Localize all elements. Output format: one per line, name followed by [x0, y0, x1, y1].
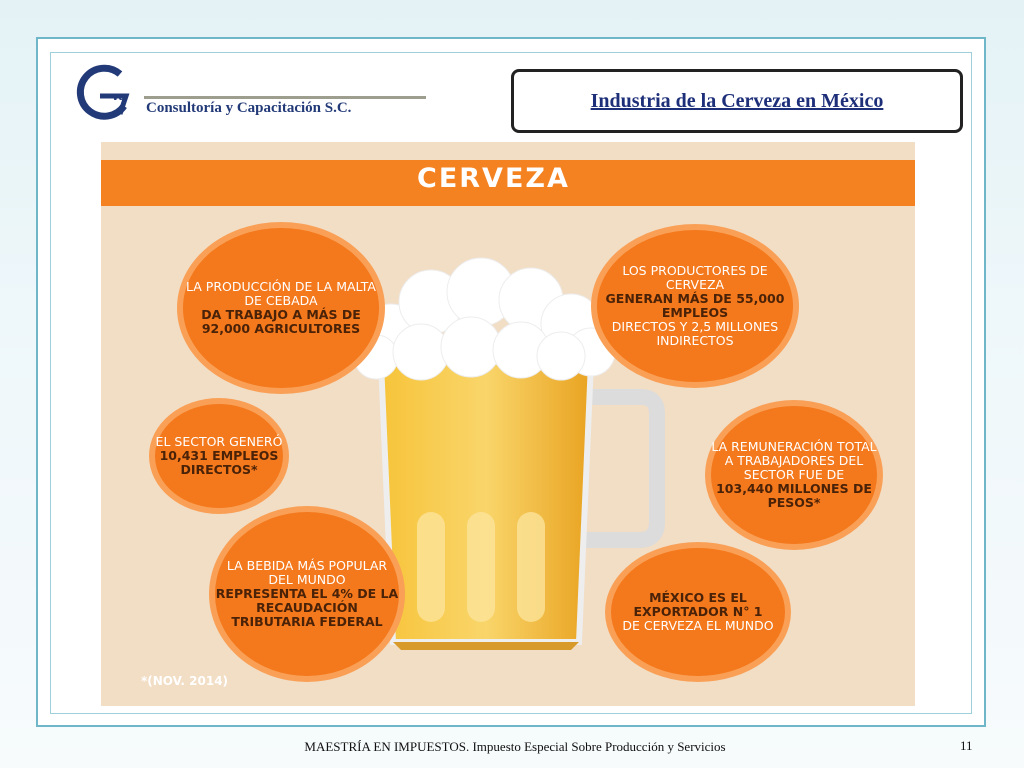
bubble-bebida: LA BEBIDA MÁS POPULAR DEL MUNDO REPRESENTA EL 4% DE LA RECAUDACIÓN TRIBUTARIA FEDERAL [209, 506, 405, 682]
logo-mark: va [112, 89, 126, 103]
page-number: 11 [960, 738, 973, 753]
banner-title: CERVEZA [417, 163, 570, 194]
bubble-remuneracion: LA REMUNERACIÓN TOTAL A TRABAJADORES DEL SECTOR FUE DE 103,440 MILLONES DE PESOS* [705, 400, 883, 550]
company-logo [60, 62, 438, 124]
bubble-malta: LA PRODUCCIÓN DE LA MALTA DE CEBADA DA TRABAJO A MÁS DE 92,000 AGRICULTORES [177, 222, 385, 394]
date-note: *(NOV. 2014) [141, 674, 229, 688]
bubble-exportador: MÉXICO ES EL EXPORTADOR N° 1 DE CERVEZA EL MUNDO [605, 542, 791, 682]
slide-title: Industria de la Cerveza en México [590, 89, 884, 112]
beer-infographic [101, 142, 915, 706]
bubble-productores: LOS PRODUCTORES DE CERVEZA GENERAN MÁS DE 55,000 EMPLEOS DIRECTOS Y 2,5 MILLONES INDIRECTOS [591, 224, 799, 388]
slide-footer: MAESTRÍA EN IMPUESTOS. Impuesto Especial Sobre Producción y Servicios [304, 739, 726, 754]
logo-divider [144, 96, 426, 99]
bubble-sector: EL SECTOR GENERÓ 10,431 EMPLEOS DIRECTOS* [149, 398, 289, 514]
slide-title-box [511, 69, 963, 133]
logo-company-name: Consultoría y Capacitación S.C. [146, 100, 352, 116]
